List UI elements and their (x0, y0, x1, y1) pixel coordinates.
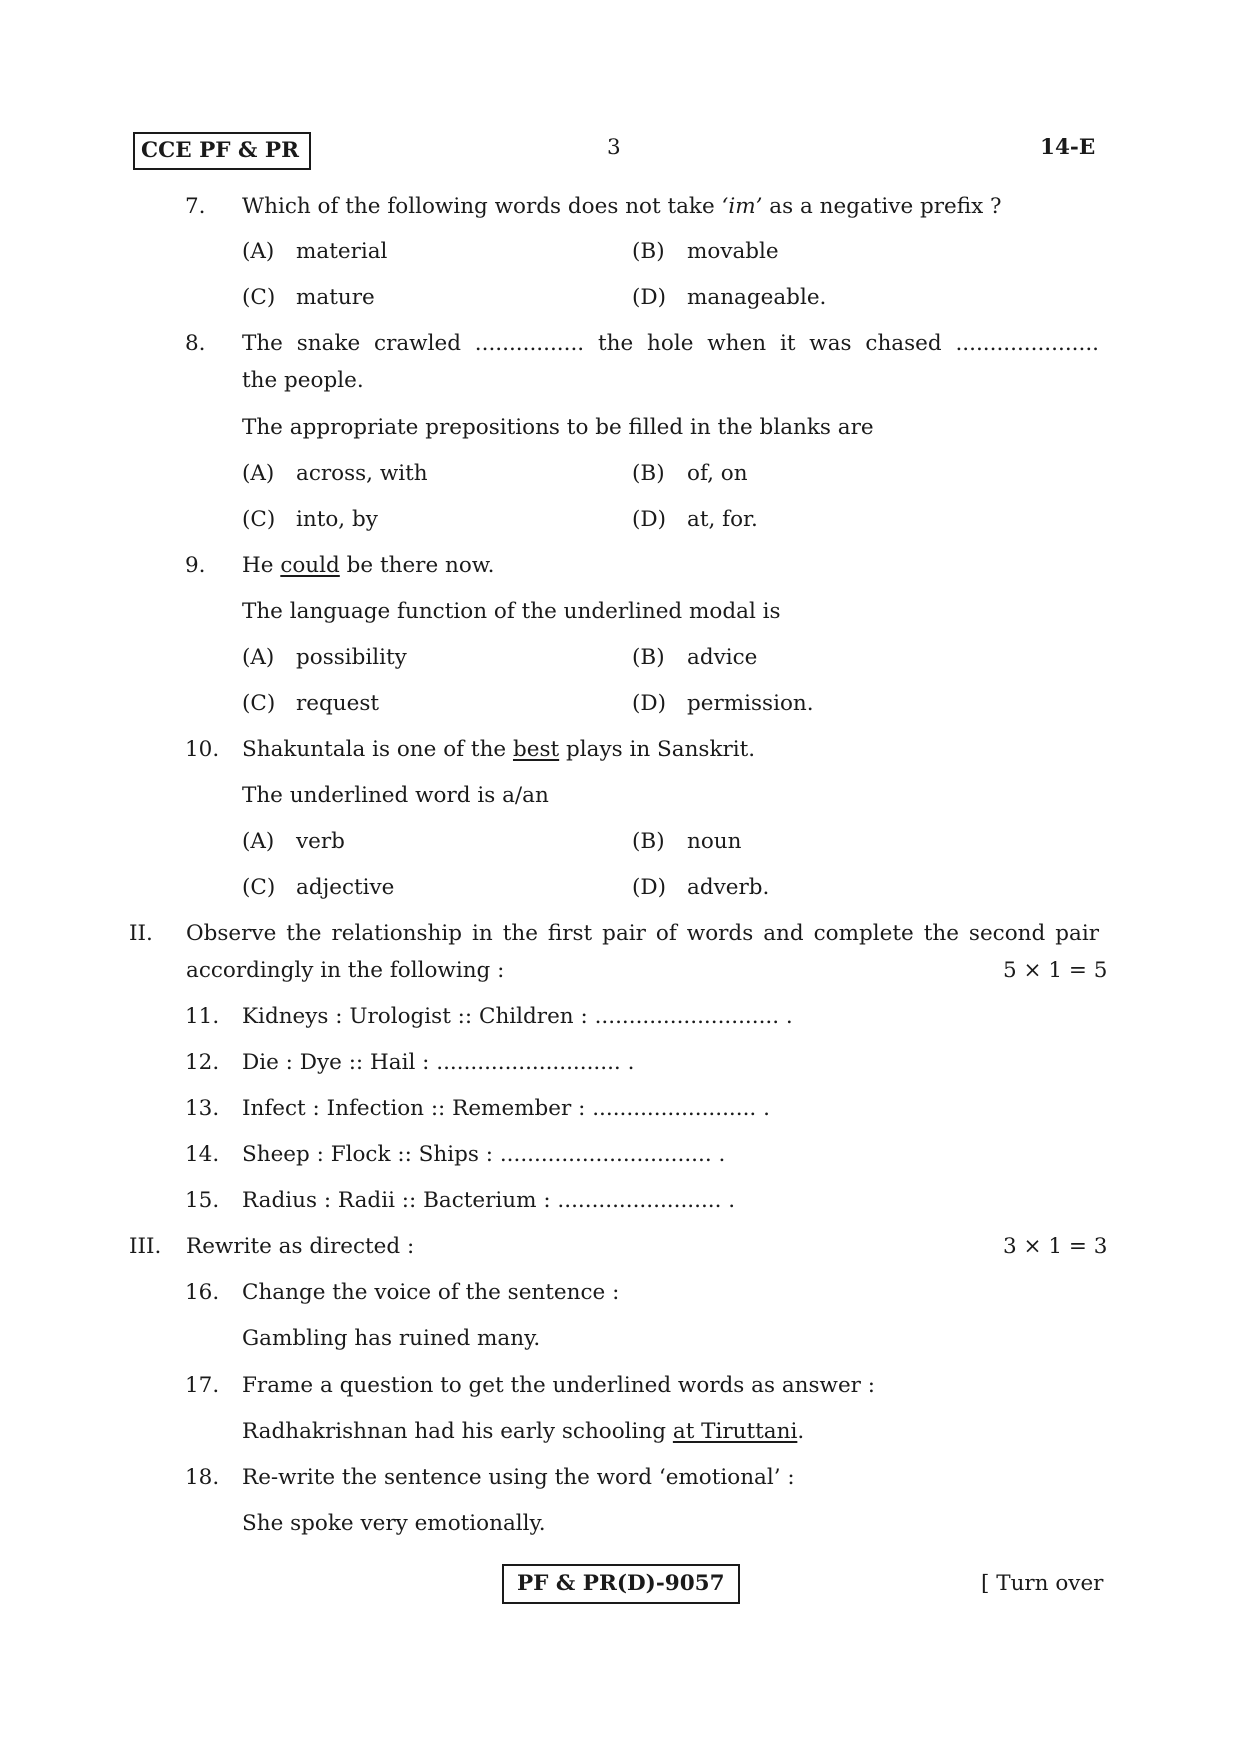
q16-sentence: Gambling has ruined many. (242, 1326, 541, 1351)
q8-option-d: at, for. (687, 507, 758, 532)
q17-number: 17. (185, 1373, 220, 1398)
q15-text: Radius : Radii :: Bacterium : ........................ . (242, 1188, 736, 1213)
q7-option-d-label: (D) (632, 285, 667, 310)
q15-number: 15. (185, 1188, 220, 1213)
section3-marks: 3 × 1 = 3 (1003, 1234, 1108, 1259)
q9-option-b: advice (687, 645, 758, 670)
q7-option-a: material (296, 239, 388, 264)
section2-number: II. (129, 921, 153, 946)
section2-marks: 5 × 1 = 5 (1003, 958, 1108, 983)
q18-number: 18. (185, 1465, 220, 1490)
header-code-box: CCE PF & PR (133, 132, 311, 170)
q10-text: Shakuntala is one of the best plays in Sanskrit. (242, 737, 756, 762)
q11-number: 11. (185, 1004, 220, 1029)
q10-option-d: adverb. (687, 875, 770, 900)
q12-text: Die : Dye :: Hail : ........................... . (242, 1050, 635, 1075)
q7-option-d: manageable. (687, 285, 827, 310)
page-number: 3 (607, 135, 621, 160)
q17-sentence: Radhakrishnan had his early schooling at Tiruttani. (242, 1419, 805, 1444)
q9-option-a: possibility (296, 645, 407, 670)
q9-option-d: permission. (687, 691, 814, 716)
footer-code-box: PF & PR(D)-9057 (502, 1564, 740, 1604)
header-paper-code: 14-E (1040, 135, 1096, 160)
q8-option-b: of, on (687, 461, 748, 486)
q7-number: 7. (185, 194, 206, 219)
q16-number: 16. (185, 1280, 220, 1305)
q13-number: 13. (185, 1096, 220, 1121)
q9-option-d-label: (D) (632, 691, 667, 716)
q13-text: Infect : Infection :: Remember : ........................ . (242, 1096, 770, 1121)
q14-number: 14. (185, 1142, 220, 1167)
q8-option-d-label: (D) (632, 507, 667, 532)
q9-option-b-label: (B) (632, 645, 665, 670)
turn-over-note: [ Turn over (981, 1571, 1104, 1596)
q8-option-a-label: (A) (242, 461, 275, 486)
q10-prompt: The underlined word is a/an (242, 783, 549, 808)
section2-instruction-line1: Observe the relationship in the first pair of words and complete the second pair (186, 921, 1099, 946)
q10-option-d-label: (D) (632, 875, 667, 900)
section2-instruction-line2: accordingly in the following : (186, 958, 505, 983)
q7-option-b: movable (687, 239, 779, 264)
q7-text: Which of the following words does not take ‘im’ as a negative prefix ? (242, 194, 1002, 219)
q7-option-c-label: (C) (242, 285, 276, 310)
section3-title: Rewrite as directed : (186, 1234, 415, 1259)
q9-option-a-label: (A) (242, 645, 275, 670)
q18-prompt: Re-write the sentence using the word ‘emotional’ : (242, 1465, 795, 1490)
q8-option-c-label: (C) (242, 507, 276, 532)
q8-prompt: The appropriate prepositions to be filled in the blanks are (242, 415, 874, 440)
q7-option-c: mature (296, 285, 375, 310)
q9-number: 9. (185, 553, 206, 578)
q8-line1: The snake crawled ................ the hole when it was chased ..................... (242, 331, 1099, 356)
q8-option-b-label: (B) (632, 461, 665, 486)
q7-option-b-label: (B) (632, 239, 665, 264)
q8-option-c: into, by (296, 507, 378, 532)
q10-option-c-label: (C) (242, 875, 276, 900)
q7-option-a-label: (A) (242, 239, 275, 264)
q10-option-a: verb (296, 829, 345, 854)
q14-text: Sheep : Flock :: Ships : ............................... . (242, 1142, 726, 1167)
q17-prompt: Frame a question to get the underlined words as answer : (242, 1373, 876, 1398)
q18-sentence: She spoke very emotionally. (242, 1511, 546, 1536)
q9-text: He could be there now. (242, 553, 495, 578)
q10-option-c: adjective (296, 875, 395, 900)
q9-prompt: The language function of the underlined modal is (242, 599, 781, 624)
q8-option-a: across, with (296, 461, 428, 486)
q10-option-b: noun (687, 829, 742, 854)
q10-option-b-label: (B) (632, 829, 665, 854)
q8-line2: the people. (242, 368, 364, 393)
q10-number: 10. (185, 737, 220, 762)
q16-prompt: Change the voice of the sentence : (242, 1280, 620, 1305)
q8-number: 8. (185, 331, 206, 356)
q9-option-c: request (296, 691, 380, 716)
q9-option-c-label: (C) (242, 691, 276, 716)
q11-text: Kidneys : Urologist :: Children : ........................... . (242, 1004, 793, 1029)
section3-number: III. (129, 1234, 162, 1259)
q12-number: 12. (185, 1050, 220, 1075)
q10-option-a-label: (A) (242, 829, 275, 854)
